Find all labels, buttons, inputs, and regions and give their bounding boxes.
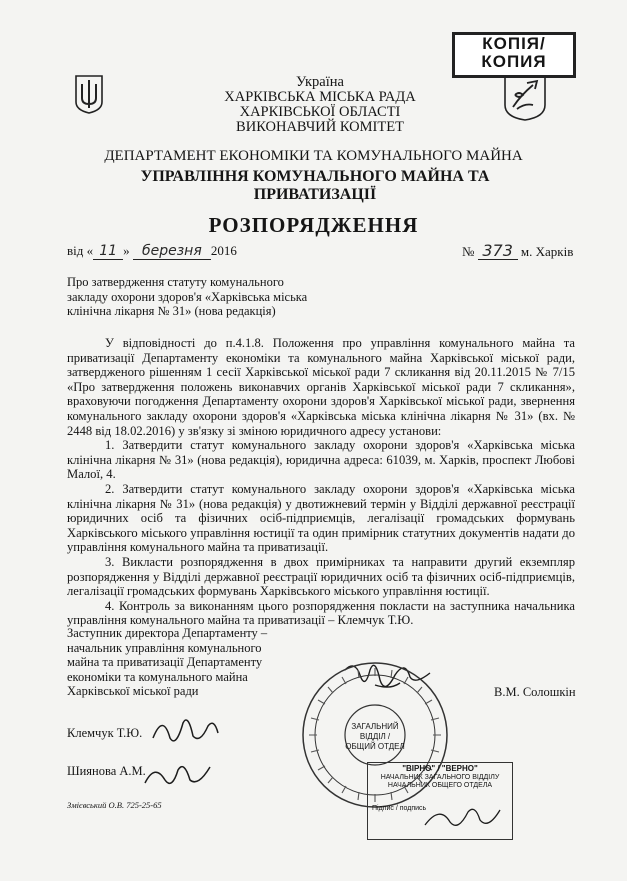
body-intro: У відповідності до п.4.1.8. Положення про управління комунального майна та приватизації Департаменту економіки та комунального майна Харківської міської ради, затвердженого рішенням 1 сесії Харківської міської ради 7 скликання від 20.11.2015 № 7/15 «Про затвердження положень виконавчих органів Харківської міської ради 7 скликання», враховуючи погодження Департаменту охорони здоров'я Харківської міської ради, звернення комунального закладу охорони здоров'я «Харківська міська клінічна лікарня № 31» (вх. № 2448 від 18.02.2016) у зв'язку зі зміною юридичного адресу установи: [67, 336, 575, 438]
document-number-block [462, 241, 574, 260]
approval-person1: Клемчук Т.Ю. [67, 726, 143, 740]
date-day: 11 [93, 244, 123, 260]
cert-stamp-line4: Підпис / подпись [372, 804, 427, 812]
council-name: ХАРКІВСЬКА МІСЬКА РАДА [224, 89, 416, 105]
signatory-line1: Заступник директора Департаменту – [67, 626, 268, 640]
administration-name [130, 168, 500, 204]
round-seal-line1: ЗАГАЛЬНИЙ [351, 722, 399, 731]
copy-stamp-line2: КОПИЯ [481, 52, 547, 71]
number-prefix: № [462, 244, 475, 259]
body-item3: 3. Викласти розпорядження в двох примірниках та направити другий екземпляр розпорядження у Відділі державної реєстрації юридичних осіб та фізичних осіб-підприємців, легалізації громадських формувань Харківського міського управління юстиції. [67, 554, 575, 599]
department-name: ДЕПАРТАМЕНТ ЕКОНОМІКИ ТА КОМУНАЛЬНОГО МАЙНА [104, 148, 523, 164]
country-name: Україна [296, 74, 344, 90]
document-number: 373 [478, 244, 518, 260]
body-item1: 1. Затвердити статут комунального закладу охорони здоров'я «Харківська міська клінічна лікарня № 31» (нова редакція), юридична адреса: 61039, м. Харків, проспект Любові Малої, 4. [67, 438, 575, 482]
letterhead [170, 75, 470, 135]
subject-line2: закладу охорони здоров'я «Харківська міська [67, 289, 308, 304]
approval-signature1 [148, 708, 223, 750]
certification-signature [420, 800, 505, 835]
subject-block [67, 275, 337, 319]
coat-of-arms-icon [74, 74, 104, 114]
date-mid: » [123, 243, 130, 258]
administration-line1: УПРАВЛІННЯ КОМУНАЛЬНОГО МАЙНА ТА [140, 168, 490, 185]
city-name: м. Харків [520, 244, 574, 259]
date-prefix: від « [67, 243, 94, 258]
document-title: РОЗПОРЯДЖЕННЯ [208, 213, 419, 237]
signatory-line2: начальник управління комунального [67, 640, 262, 655]
signatory-line3: майна та приватизації Департаменту [67, 655, 263, 669]
body-item2: 2. Затвердити статут комунального закладу охорони здоров'я «Харківська міська клінічна лікарня № 31» (нова редакція) у двотижневий термін у Відділі державної реєстрації юридичних осіб та фізичних осіб-підприємців, легалізації громадських формувань Харківського міського управління юстиції та один примірник статутних документів надати до управління комунального майна та приватизації. [67, 481, 575, 555]
copy-stamp-line1: КОПІЯ/ [482, 34, 546, 53]
signatory-block [67, 626, 307, 699]
oblast-name: ХАРКІВСЬКОЇ ОБЛАСТІ [239, 104, 401, 120]
body-item4: 4. Контроль за виконанням цього розпорядження покласти на заступника начальника управління комунального майна та приватизації – Клемчук Т.Ю. [67, 598, 575, 628]
cert-stamp-line1: "ВІРНО" / "ВЕРНО" [402, 764, 478, 773]
copy-stamp [452, 32, 576, 78]
administration-line2: ПРИВАТИЗАЦІЇ [253, 186, 377, 203]
subject-line3: клінічна лікарня № 31» (нова редакція) [67, 304, 276, 318]
date-year: 2016 [210, 243, 237, 258]
cert-stamp-line2: НАЧАЛЬНИК ЗАГАЛЬНОГО ВІДДІЛУ [380, 773, 500, 781]
signatory-line4: економіки та комунального майна [67, 669, 248, 684]
round-seal-center [335, 722, 415, 752]
approval-signature2 [140, 755, 215, 793]
approval-person2: Шиянова А.М. [67, 764, 146, 778]
executor-note: Змієвський О.В. 725-25-65 [67, 800, 162, 810]
date-month: березня [133, 244, 211, 260]
signatory-name: В.М. Солошкін [494, 685, 576, 699]
subject-line1: Про затвердження статуту комунального [67, 275, 284, 289]
document-body [67, 336, 575, 628]
round-seal-line2: ВІДДІЛ / [359, 732, 391, 741]
round-seal-line3: ОБЩИЙ ОТДЕЛ [345, 742, 405, 751]
cert-stamp-line3: НАЧАЛЬНИК ОБЩЕГО ОТДЕЛА [387, 782, 493, 789]
committee-name: ВИКОНАВЧИЙ КОМІТЕТ [236, 119, 404, 135]
signatory-line5: Харківської міської ради [67, 684, 199, 698]
city-emblem-icon [503, 75, 547, 121]
date-line [67, 241, 587, 260]
